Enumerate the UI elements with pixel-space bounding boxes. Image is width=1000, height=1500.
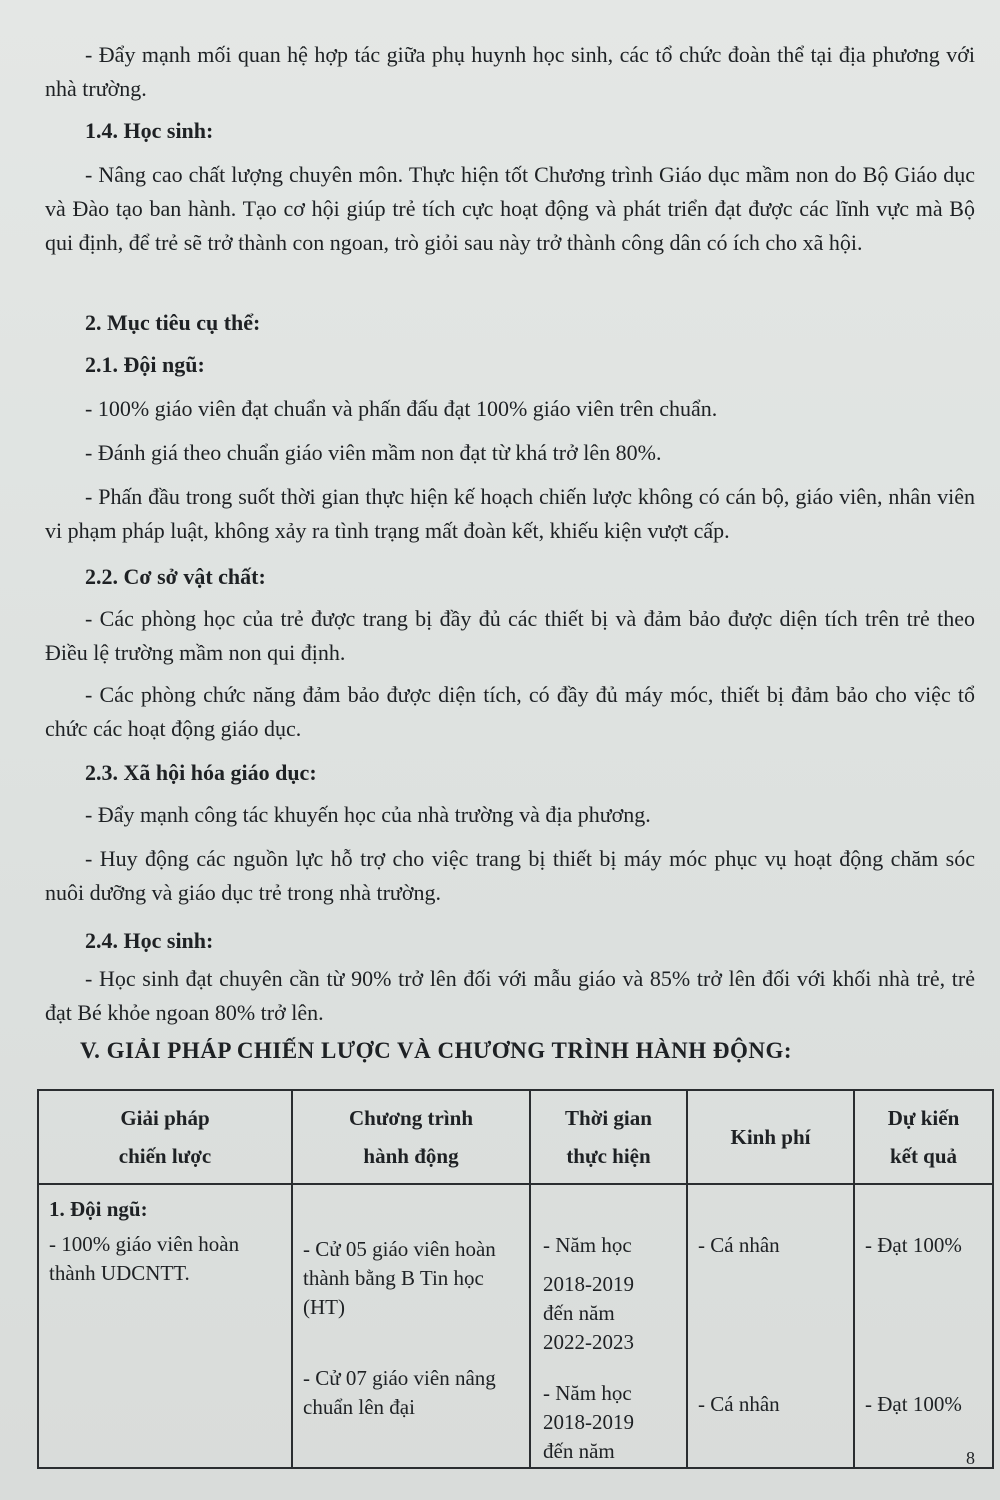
- page-number: 8: [966, 1448, 975, 1468]
- table-row: [38, 1184, 993, 1468]
- time-line: 2018-2019: [543, 1410, 634, 1434]
- paragraph-teacher-evaluation: - Đánh giá theo chuẩn giáo viên mầm non đạt từ khá trở lên 80%.: [85, 440, 662, 465]
- heading-2-3: 2.3. Xã hội hóa giáo dục:: [85, 760, 317, 785]
- group-title: 1. Đội ngũ:: [49, 1197, 148, 1221]
- result-item: - Đạt 100%: [865, 1392, 962, 1416]
- funding-item: - Cá nhân: [698, 1233, 780, 1257]
- header-program-line1: Chương trình: [348, 1106, 473, 1130]
- heading-2-1: 2.1. Đội ngũ:: [85, 352, 205, 377]
- header-time-line1: Thời gian: [565, 1106, 652, 1130]
- time-line: 2022-2023: [543, 1330, 634, 1354]
- action-plan-table: [37, 1089, 994, 1469]
- header-result-line2: kết quả: [889, 1144, 958, 1168]
- header-time-line2: thực hiện: [566, 1144, 651, 1168]
- header-time: [530, 1090, 687, 1184]
- paragraph-study-promotion: - Đẩy mạnh công tác khuyến học của nhà trường và địa phương.: [85, 802, 651, 827]
- header-result: [854, 1090, 993, 1184]
- time-line: đến năm: [543, 1301, 615, 1325]
- header-funding-label: Kinh phí: [730, 1125, 811, 1149]
- time-line: 2018-2019: [543, 1272, 634, 1296]
- paragraph-attendance: - Học sinh đạt chuyên cần từ 90% trở lên đối với mẫu giáo và 85% trở lên đối với khối nhà trẻ, trẻ đạt Bé khỏe ngoan 80% trở lên.: [45, 966, 975, 1025]
- heading-1-4: 1.4. Học sinh:: [85, 118, 214, 143]
- paragraph-teacher-standard: - 100% giáo viên đạt chuẩn và phấn đấu đạt 100% giáo viên trên chuẩn.: [85, 396, 718, 421]
- header-strategy-line2: chiến lược: [118, 1144, 212, 1168]
- header-funding: [687, 1090, 854, 1184]
- paragraph-cooperation: - Đẩy mạnh mối quan hệ hợp tác giữa phụ huynh học sinh, các tổ chức đoàn thể tại địa phương với nhà trường.: [45, 42, 975, 101]
- time-line: - Năm học: [543, 1233, 632, 1257]
- time-line: đến năm: [543, 1439, 615, 1463]
- section-title: V. GIẢI PHÁP CHIẾN LƯỢC VÀ CHƯƠNG TRÌNH HÀNH ĐỘNG:: [80, 1038, 793, 1063]
- solution-text: - 100% giáo viên hoàn thành UDCNTT.: [49, 1232, 240, 1285]
- heading-2-4: 2.4. Học sinh:: [85, 928, 214, 953]
- header-result-line1: Dự kiến: [887, 1106, 960, 1130]
- cell-time: [530, 1184, 687, 1468]
- cell-result: [854, 1184, 993, 1468]
- funding-item: - Cá nhân: [698, 1392, 780, 1416]
- paragraph-quality: - Nâng cao chất lượng chuyên môn. Thực hiện tốt Chương trình Giáo dục mầm non do Bộ Giáo dục và Đào tạo ban hành. Tạo cơ hội giúp trẻ tích cực hoạt động và phát triển đạt được các lĩnh vực mà Bộ qui định, để trẻ sẽ trở thành con ngoan, trò giỏi sau này trở thành công dân có ích cho xã hội.: [45, 162, 975, 255]
- paragraph-resources: - Huy động các nguồn lực hỗ trợ cho việc trang bị thiết bị máy móc phục vụ hoạt động chăm sóc nuôi dưỡng và giáo dục trẻ trong nhà trường.: [45, 846, 975, 905]
- heading-2-2: 2.2. Cơ sở vật chất:: [85, 564, 266, 589]
- cell-program: [292, 1184, 530, 1468]
- cell-strategy: [38, 1184, 292, 1468]
- header-program-line2: hành động: [363, 1144, 459, 1168]
- paragraph-classrooms: - Các phòng học của trẻ được trang bị đầy đủ các thiết bị và đảm bảo được diện tích trên trẻ theo Điều lệ trường mầm non qui định.: [45, 606, 975, 665]
- paragraph-no-violation: - Phấn đầu trong suốt thời gian thực hiện kế hoạch chiến lược không có cán bộ, giáo viên, nhân viên vi phạm pháp luật, không xảy ra tình trạng mất đoàn kết, khiếu kiện vượt cấp.: [45, 484, 975, 543]
- paragraph-function-rooms: - Các phòng chức năng đảm bảo được diện tích, có đầy đủ máy móc, thiết bị đảm bảo cho việc tổ chức các hoạt động giáo dục.: [45, 682, 975, 741]
- table-header-row: [38, 1090, 993, 1184]
- header-strategy: [38, 1090, 292, 1184]
- result-item: - Đạt 100%: [865, 1233, 962, 1257]
- header-strategy-line1: Giải pháp: [120, 1106, 210, 1130]
- cell-funding: [687, 1184, 854, 1468]
- program-item: - Cử 07 giáo viên nâng chuẩn lên đại: [303, 1366, 496, 1419]
- program-item: - Cử 05 giáo viên hoàn thành bằng B Tin học (HT): [303, 1237, 496, 1319]
- time-line: - Năm học: [543, 1381, 632, 1405]
- heading-2: 2. Mục tiêu cụ thể:: [85, 310, 261, 335]
- header-program: [292, 1090, 530, 1184]
